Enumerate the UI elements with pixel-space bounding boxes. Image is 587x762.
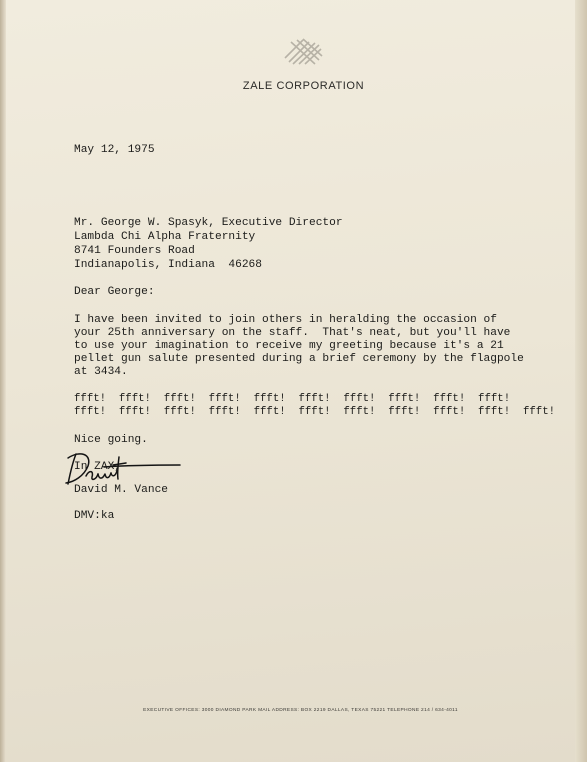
body-line-5: at 3434.	[74, 366, 128, 378]
company-name: ZALE CORPORATION	[242, 80, 365, 92]
recipient-line-4: Indianapolis, Indiana 46268	[74, 259, 262, 271]
closing-remark: Nice going.	[74, 434, 148, 446]
salute-line-2: ffft! ffft! ffft! ffft! ffft! ffft! ffft! ffft! ffft! ffft! ffft!	[74, 406, 556, 418]
body-line-1: I have been invited to join others in heralding the occasion of	[74, 314, 497, 326]
body-line-2: your 25th anniversary on the staff. That's neat, but you'll have	[74, 327, 511, 339]
body-line-3: to use your imagination to receive my greeting because it's a 21	[74, 340, 504, 352]
recipient-line-1: Mr. George W. Spasyk, Executive Director	[74, 217, 343, 229]
signer-name: David M. Vance	[74, 484, 168, 496]
footer-address: EXECUTIVE OFFICES: 3000 DIAMOND PARK MAIL ADDRESS: BOX 2219 DALLAS, TEXAS 75221 TELEPHONE 214 / 634-4011	[143, 708, 458, 713]
typist-initials: DMV:ka	[74, 510, 115, 522]
salutation: Dear George:	[74, 286, 155, 298]
recipient-line-2: Lambda Chi Alpha Fraternity	[74, 231, 256, 243]
recipient-line-3: 8741 Founders Road	[74, 245, 195, 257]
letter-date: May 12, 1975	[74, 144, 155, 156]
salute-line-1: ffft! ffft! ffft! ffft! ffft! ffft! ffft! ffft! ffft! ffft!	[74, 393, 511, 405]
body-line-4: pellet gun salute presented during a brief ceremony by the flagpole	[74, 353, 524, 365]
sign-off: In ZAX,	[74, 461, 121, 473]
page-left-edge	[0, 0, 6, 762]
page-right-edge	[575, 0, 587, 762]
zale-logo-icon	[281, 36, 325, 66]
